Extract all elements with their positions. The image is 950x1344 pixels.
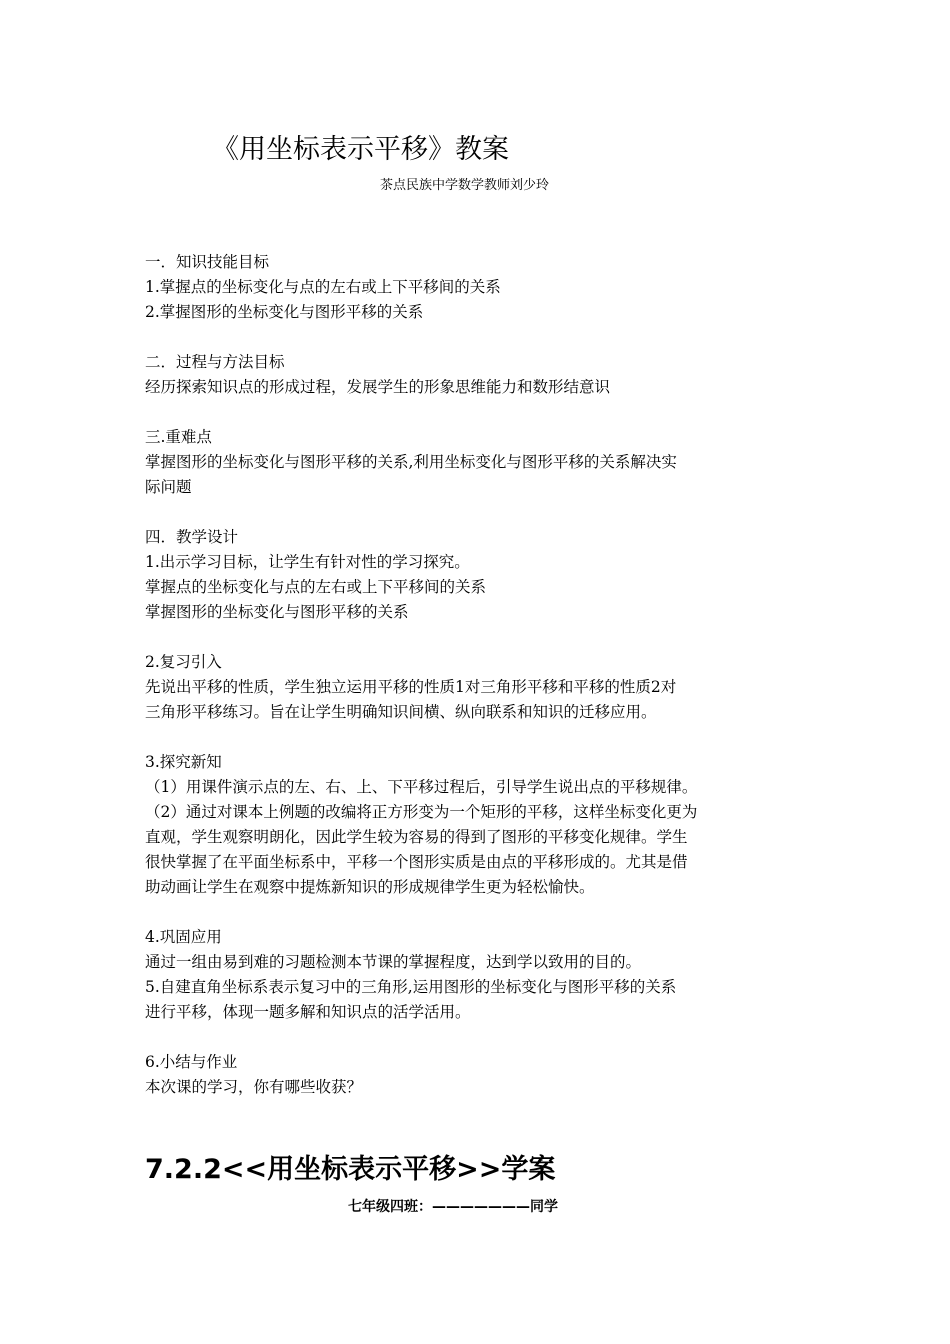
section-line: 经历探索知识点的形成过程，发展学生的形象思维能力和数形结意识 [145, 378, 611, 396]
section-line: 2.掌握图形的坐标变化与图形平移的关系 [145, 303, 424, 321]
section-line: 本次课的学习，你有哪些收获？ [145, 1078, 363, 1096]
lesson-plan-body [145, 250, 815, 1100]
worksheet-title: 7.2.2<<用坐标表示平移>>学案 [145, 1154, 556, 1185]
section-heading: 四．教学设计 [145, 528, 239, 546]
section-line: 1.出示学习目标，让学生有针对性的学习探究。 [145, 553, 470, 571]
section-line: （1）用课件演示点的左、右、上、下平移过程后，引导学生说出点的平移规律。 [145, 778, 698, 796]
section-line: 直观，学生观察明朗化，因此学生较为容易的得到了图形的平移变化规律。学生 [145, 828, 688, 846]
section-heading: 2.复习引入 [145, 653, 222, 671]
section-line: 通过一组由易到难的习题检测本节课的掌握程度，达到学以致用的目的。 [145, 953, 642, 971]
section-heading: 二．过程与方法目标 [145, 353, 285, 371]
section-line: 很快掌握了在平面坐标系中，平移一个图形实质是由点的平移形成的。尤其是借 [145, 853, 688, 871]
worksheet-class-line: 七年级四班：———————同学 [348, 1199, 558, 1215]
section-heading: 6.小结与作业 [145, 1053, 238, 1071]
section-line: 1.掌握点的坐标变化与点的左右或上下平移间的关系 [145, 278, 501, 296]
section-line: 掌握图形的坐标变化与图形平移的关系 [145, 603, 409, 621]
section-line: （2）通过对课本上例题的改编将正方形变为一个矩形的平移，这样坐标变化更为 [145, 803, 698, 821]
section-heading: 一．知识技能目标 [145, 253, 270, 271]
section-line: 助动画让学生在观察中提炼新知识的形成规律学生更为轻松愉快。 [145, 878, 595, 896]
section-line: 先说出平移的性质，学生独立运用平移的性质1对三角形平移和平移的性质2对 [145, 678, 677, 696]
section-line: 掌握点的坐标变化与点的左右或上下平移间的关系 [145, 578, 487, 596]
section-heading: 4.巩固应用 [145, 928, 222, 946]
section-line: 进行平移，体现一题多解和知识点的活学活用。 [145, 1003, 471, 1021]
section-line: 掌握图形的坐标变化与图形平移的关系,利用坐标变化与图形平移的关系解决实 [145, 453, 677, 471]
section-heading: 3.探究新知 [145, 753, 222, 771]
section-heading: 三.重难点 [145, 428, 212, 446]
lesson-plan-author: 茶点民族中学数学教师刘少玲 [380, 178, 550, 193]
section-line: 际问题 [145, 478, 192, 496]
lesson-plan-title: 《用坐标表示平移》教案 [212, 134, 509, 165]
section-line: 三角形平移练习。旨在让学生明确知识间横、纵向联系和知识的迁移应用。 [145, 703, 657, 721]
section-line: 5.自建直角坐标系表示复习中的三角形,运用图形的坐标变化与图形平移的关系 [145, 978, 677, 996]
